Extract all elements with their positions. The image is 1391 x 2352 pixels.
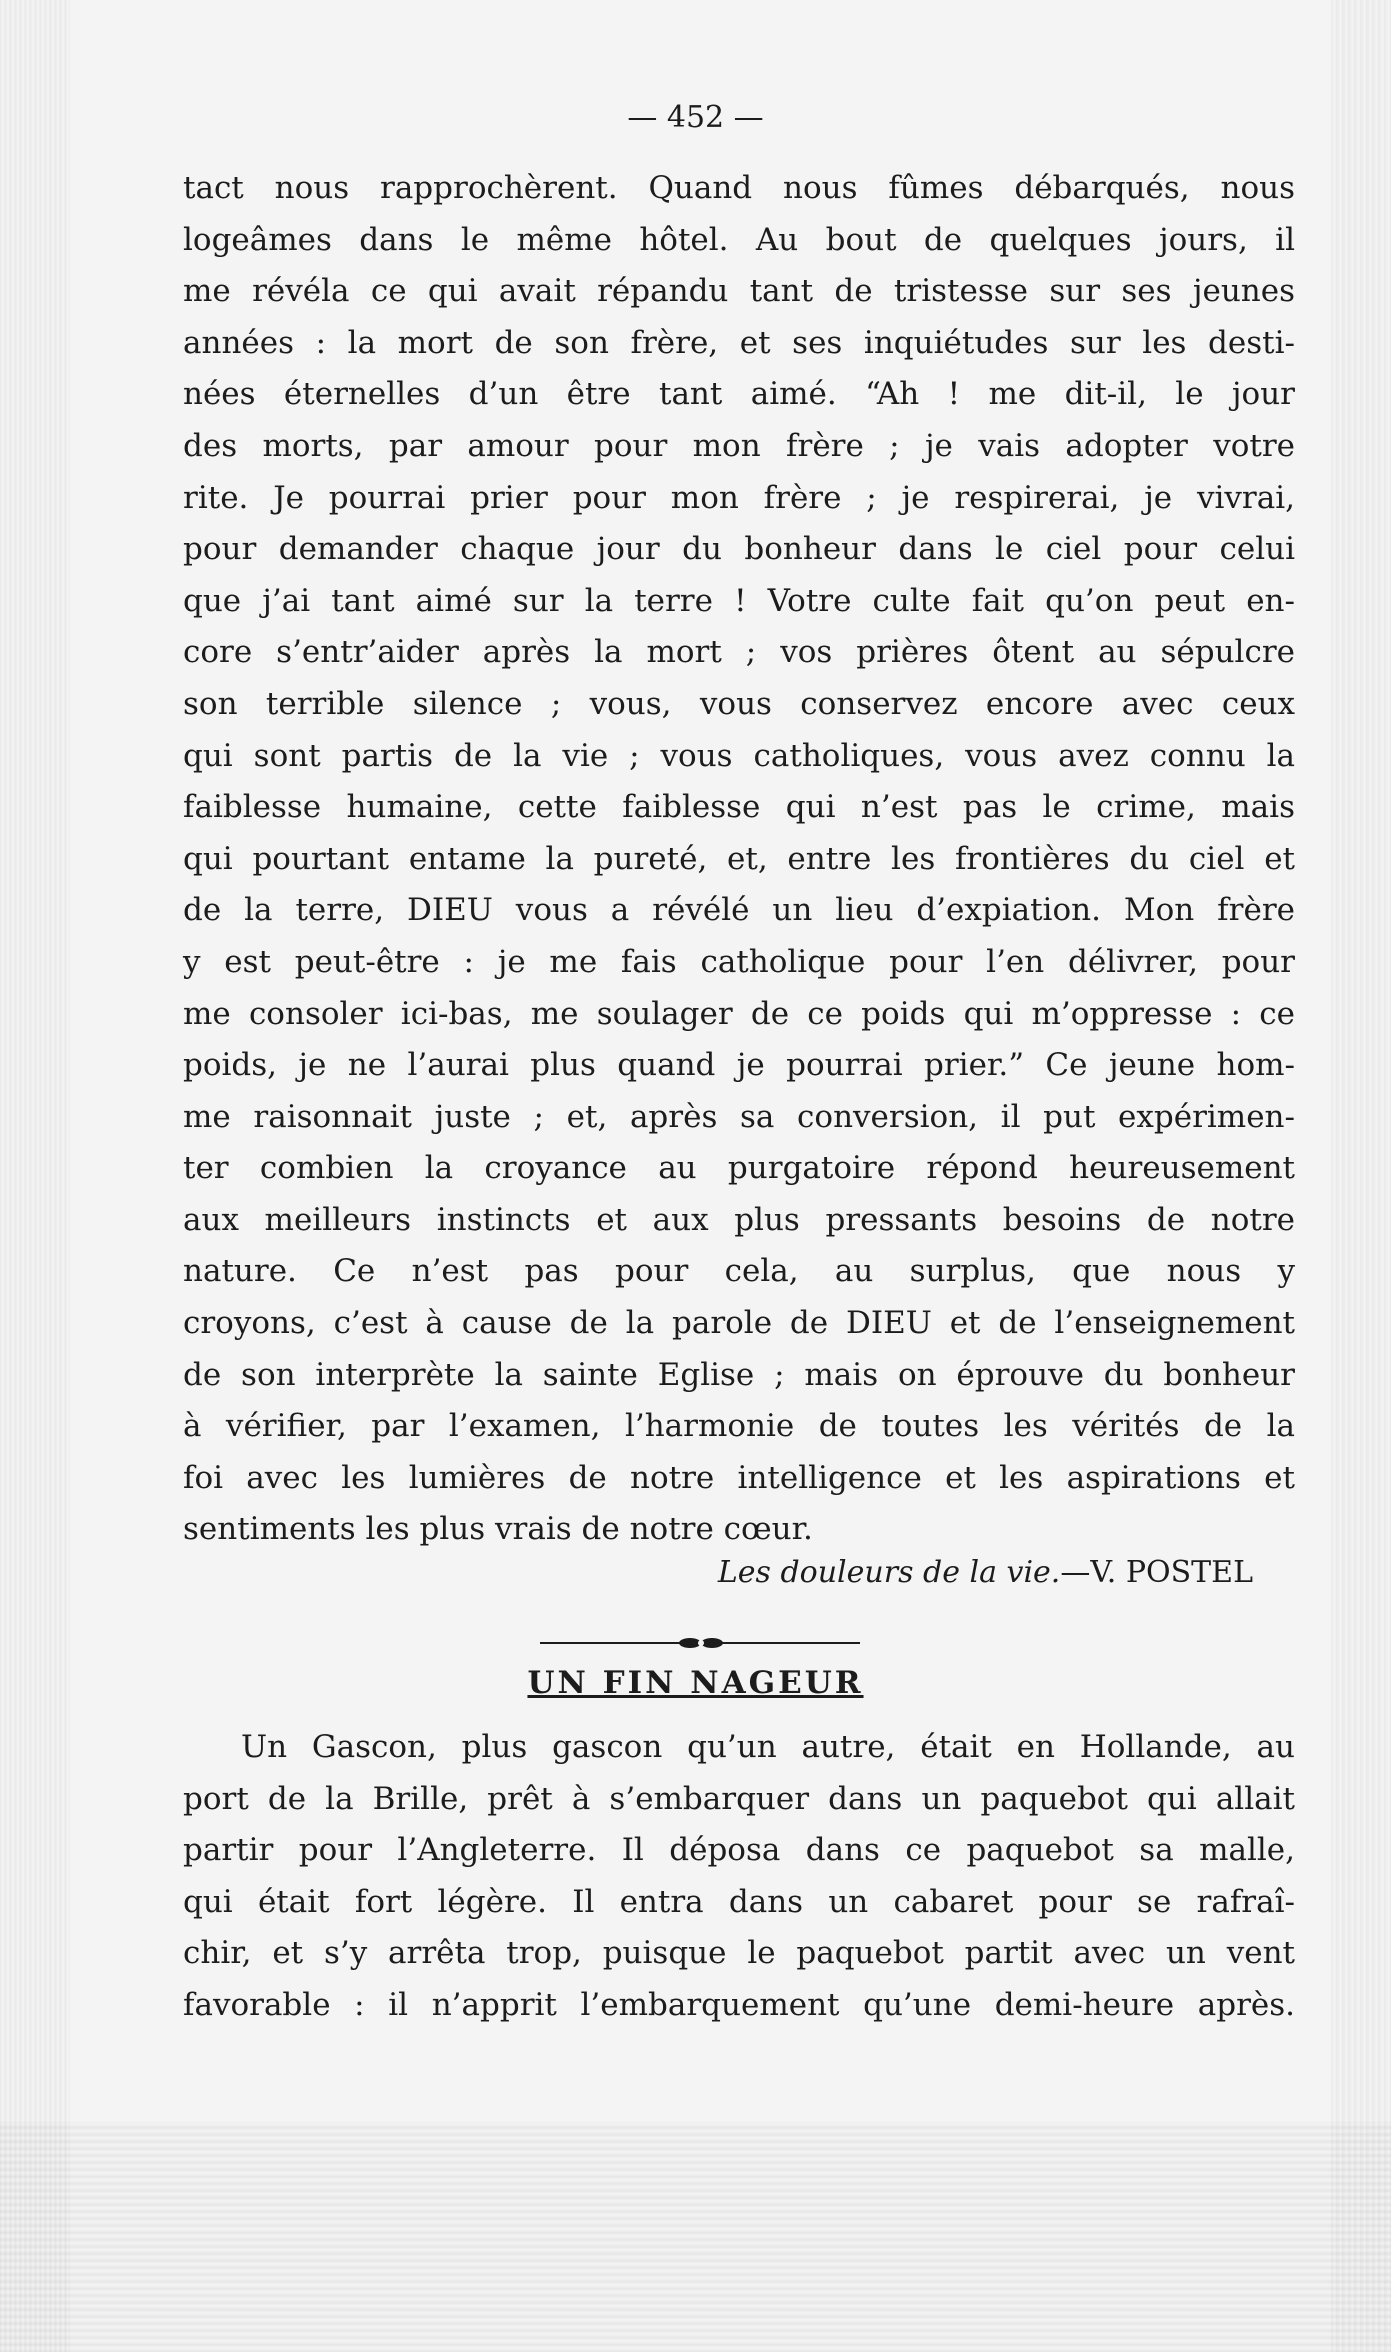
text-line: rite. Je pourrai prier pour mon frère ; je respirerai, je vivrai, (183, 479, 1295, 516)
text-line: de la terre, DIEU vous a révélé un lieu d’expiation. Mon frère (183, 892, 1295, 929)
text-line: que j’ai tant aimé sur la terre ! Votre culte fait qu’on peut en- (183, 582, 1295, 619)
paper-edge-right (1331, 0, 1391, 2352)
text-line: ter combien la croyance au purgatoire répond heureusement (183, 1150, 1295, 1187)
text-line: poids, je ne l’aurai plus quand je pourrai prier.” Ce jeune hom- (183, 1047, 1295, 1084)
text-line: me raisonnait juste ; et, après sa conversion, il put expérimen- (183, 1098, 1295, 1135)
text-line: sentiments les plus vrais de notre cœur. (183, 1511, 813, 1548)
source-attribution (718, 1555, 1253, 1590)
text-line: nées éternelles d’un être tant aimé. “Ah ! me dit-il, le jour (183, 376, 1295, 413)
text-line: logeâmes dans le même hôtel. Au bout de quelques jours, il (183, 221, 1295, 258)
text-line: qui pourtant entame la pureté, et, entre les frontières du ciel et (183, 840, 1295, 877)
section-heading (0, 1665, 1391, 1701)
paper-edge-bottom (0, 2122, 1391, 2352)
paragraph-continued (183, 163, 1295, 1556)
text-line: des morts, par amour pour mon frère ; je vais adopter votre (183, 427, 1295, 464)
text-line: core s’entr’aider après la mort ; vos prières ôtent au sépulcre (183, 634, 1295, 671)
text-line: chir, et s’y arrêta trop, puisque le paquebot partit avec un vent (183, 1935, 1295, 1972)
paper-edge-left (0, 0, 70, 2352)
text-line: faiblesse humaine, cette faiblesse qui n’est pas le crime, mais (183, 789, 1295, 826)
text-line: de son interprète la sainte Eglise ; mais on éprouve du bonheur (183, 1356, 1295, 1393)
text-line: tact nous rapprochèrent. Quand nous fûmes débarqués, nous (183, 170, 1295, 206)
text-line: partir pour l’Angleterre. Il déposa dans ce paquebot sa malle, (183, 1832, 1295, 1869)
text-line: me consoler ici-bas, me soulager de ce poids qui m’oppresse : ce (183, 995, 1295, 1032)
text-line: aux meilleurs instincts et aux plus pressants besoins de notre (183, 1201, 1295, 1238)
paragraph-story (183, 1722, 1295, 2032)
text-line: Un Gascon, plus gascon qu’un autre, était en Hollande, au (241, 1729, 1295, 1765)
text-line: pour demander chaque jour du bonheur dans le ciel pour celui (183, 531, 1295, 568)
page-number: — 452 — (627, 100, 764, 135)
text-line: y est peut-être : je me fais catholique pour l’en délivrer, pour (183, 943, 1295, 980)
text-line: son terrible silence ; vous, vous conservez encore avec ceux (183, 685, 1295, 722)
text-line: me révéla ce qui avait répandu tant de tristesse sur ses jeunes (183, 273, 1295, 310)
text-line: favorable : il n’apprit l’embarquement qu’une demi-heure après. (183, 1986, 1295, 2023)
text-line: croyons, c’est à cause de la parole de DIEU et de l’enseignement (183, 1305, 1295, 1342)
text-line: foi avec les lumières de notre intelligence et les aspirations et (183, 1459, 1295, 1496)
text-line: port de la Brille, prêt à s’embarquer dans un paquebot qui allait (183, 1780, 1295, 1817)
text-line: nature. Ce n’est pas pour cela, au surplus, que nous y (183, 1253, 1295, 1290)
section-heading-text: UN FIN NAGEUR (527, 1665, 864, 1701)
source-title: Les douleurs de la vie. (717, 1555, 1061, 1590)
text-line: à vérifier, par l’examen, l’harmonie de toutes les vérités de la (183, 1408, 1295, 1445)
source-author: —V. POSTEL (1060, 1555, 1253, 1590)
text-line: années : la mort de son frère, et ses inquiétudes sur les desti- (183, 324, 1295, 361)
text-line: qui sont partis de la vie ; vous catholiques, vous avez connu la (183, 737, 1295, 774)
ornamental-divider (540, 1633, 860, 1653)
text-line: qui était fort légère. Il entra dans un cabaret pour se rafraî- (183, 1883, 1295, 1920)
